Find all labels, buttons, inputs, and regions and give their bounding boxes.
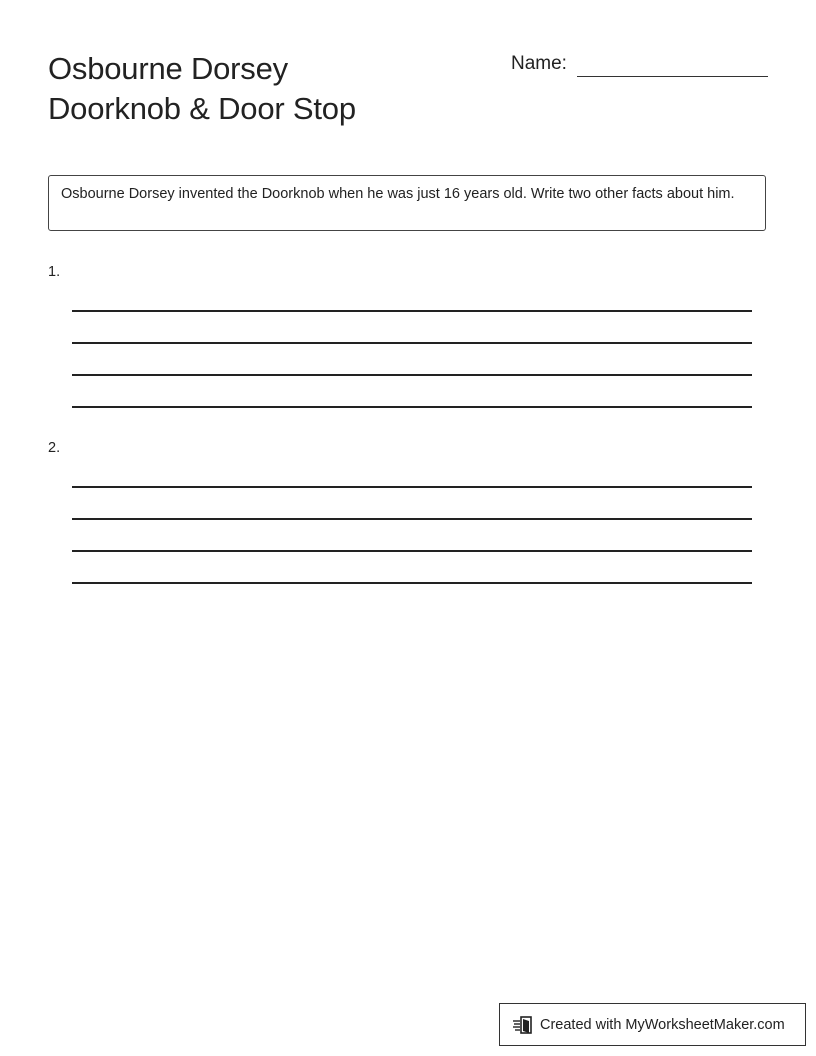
- worksheet-title-line-1: Osbourne Dorsey: [48, 51, 288, 86]
- name-label: Name:: [511, 53, 567, 74]
- question-1-answer-line-1[interactable]: [72, 310, 752, 312]
- footer-credit-badge: [499, 1003, 806, 1046]
- instruction-text: Osbourne Dorsey invented the Doorknob when he was just 16 years old. Write two other facts about him.: [61, 186, 735, 202]
- worksheet-maker-logo-icon: [512, 1014, 534, 1036]
- question-1-answer-line-4[interactable]: [72, 406, 752, 408]
- instruction-box: [48, 175, 766, 231]
- question-2-answer-line-1[interactable]: [72, 486, 752, 488]
- question-2-answer-line-4[interactable]: [72, 582, 752, 584]
- question-2-number: 2.: [48, 440, 61, 456]
- name-field-line[interactable]: [577, 76, 768, 77]
- question-1-number: 1.: [48, 264, 61, 280]
- question-1-answer-line-3[interactable]: [72, 374, 752, 376]
- question-2-answer-line-2[interactable]: [72, 518, 752, 520]
- question-2-answer-line-3[interactable]: [72, 550, 752, 552]
- worksheet-title-line-2: Doorknob & Door Stop: [48, 91, 356, 126]
- footer-credit-text: Created with MyWorksheetMaker.com: [540, 1016, 785, 1033]
- question-1-answer-line-2[interactable]: [72, 342, 752, 344]
